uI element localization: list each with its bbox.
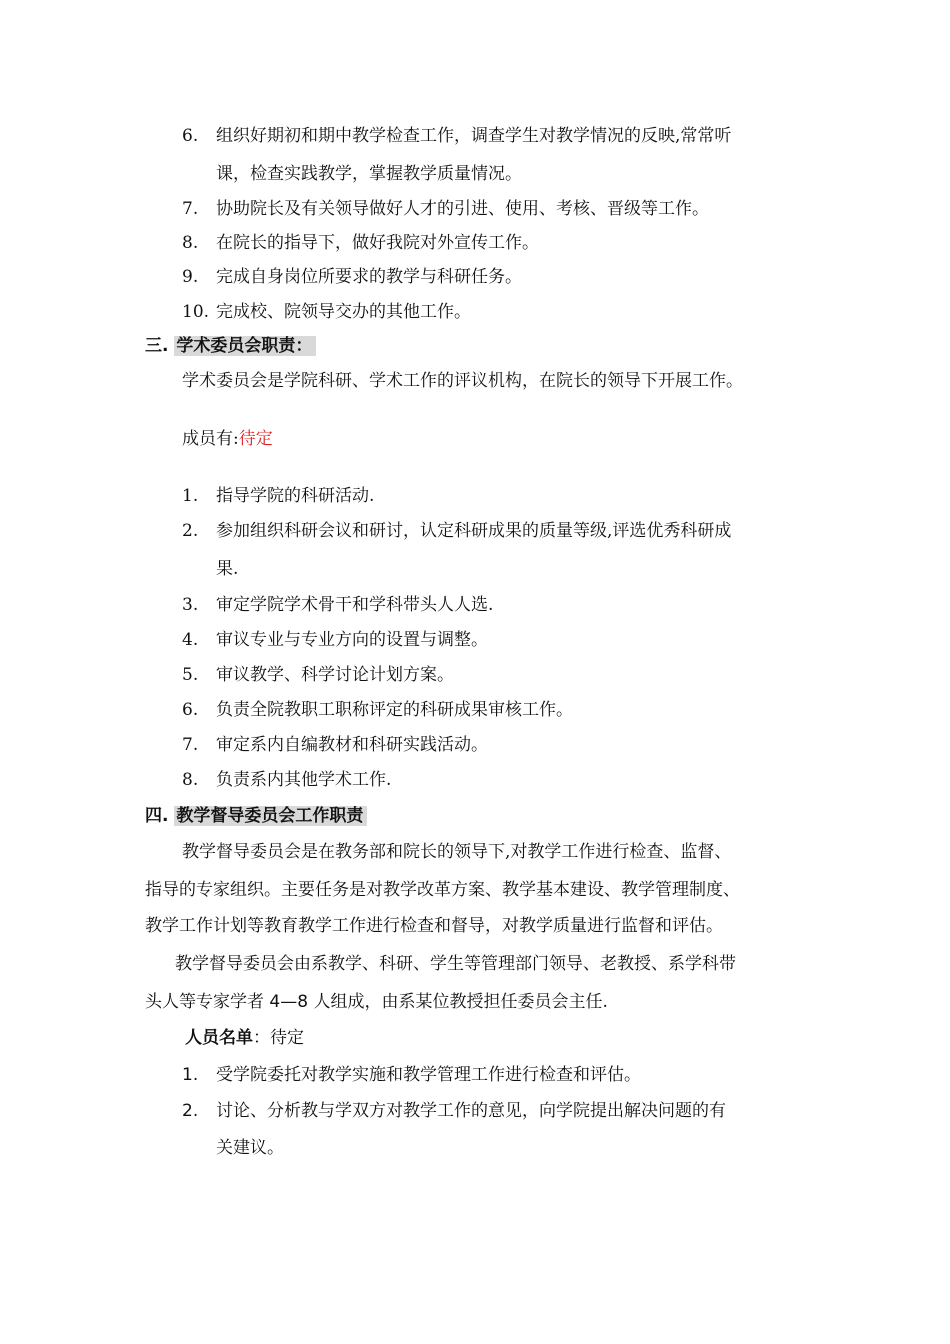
paragraph-line: 教学督导委员会由系教学、科研、学生等管理部门领导、老教授、系学科带	[175, 954, 736, 974]
list-text: 参加组织科研会议和研讨，认定科研成果的质量等级,评选优秀科研成	[216, 521, 732, 541]
members-line	[182, 427, 273, 451]
list-number: 6.	[182, 700, 199, 720]
section-title: 教学督导委员会工作职责	[174, 806, 367, 826]
list-text: 讨论、分析教与学双方对教学工作的意见，向学院提出解决问题的有	[216, 1101, 726, 1121]
list-text: 组织好期初和期中教学检查工作，调查学生对教学情况的反映,常常听	[216, 126, 732, 146]
list-item	[182, 231, 539, 255]
list-item	[182, 1099, 726, 1123]
list-item-continuation: 关建议。	[216, 1138, 284, 1158]
list-number: 2.	[182, 521, 199, 541]
list-text: 在院长的指导下，做好我院对外宣传工作。	[216, 233, 539, 253]
list-text: 协助院长及有关领导做好人才的引进、使用、考核、晋级等工作。	[216, 199, 709, 219]
list-item	[182, 628, 488, 652]
paragraph-line	[145, 990, 608, 1014]
section-number: 四.	[145, 806, 169, 826]
list-number: 6.	[182, 126, 199, 146]
list-item	[182, 698, 573, 722]
paragraph-line: 教学工作计划等教育教学工作进行检查和督导，对教学质量进行监督和评估。	[145, 916, 723, 936]
paragraph-text: 头人等专家学者	[145, 992, 264, 1012]
list-number: 8.	[182, 770, 199, 790]
section-heading	[145, 334, 316, 358]
list-item	[182, 663, 454, 687]
list-number: 2.	[182, 1101, 199, 1121]
list-text: 审议教学、科学讨论计划方案。	[216, 665, 454, 685]
list-text: 指导学院的科研活动.	[216, 486, 375, 506]
paragraph-line: 指导的专家组织。主要任务是对教学改革方案、教学基本建设、教学管理制度、	[145, 880, 740, 900]
list-text: 审议专业与专业方向的设置与调整。	[216, 630, 488, 650]
list-number: 9.	[182, 267, 199, 287]
members-label: 成员有:	[182, 429, 239, 449]
list-number: 8.	[182, 233, 199, 253]
list-item	[182, 768, 391, 792]
members-value: ：待定	[253, 1028, 304, 1048]
section-intro: 学术委员会是学院科研、学术工作的评议机构，在院长的领导下开展工作。	[182, 371, 743, 391]
paragraph-text: 人组成，由系某位教授担任委员会主任.	[313, 992, 608, 1012]
list-text: 完成校、院领导交办的其他工作。	[216, 302, 471, 322]
list-number: 10.	[182, 302, 210, 322]
section-heading	[145, 804, 367, 828]
list-item-continuation: 果.	[216, 559, 239, 579]
list-text: 完成自身岗位所要求的教学与科研任务。	[216, 267, 522, 287]
list-item	[182, 593, 493, 617]
list-text: 审定学院学术骨干和学科带头人人选.	[216, 595, 494, 615]
paragraph-line: 教学督导委员会是在教务部和院长的领导下,对教学工作进行检查、监督、	[182, 842, 732, 862]
members-line	[185, 1026, 304, 1050]
list-item	[182, 197, 709, 221]
list-item	[182, 1063, 641, 1087]
member-count: 4—8	[269, 992, 309, 1012]
list-item	[182, 265, 522, 289]
list-text: 负责全院教职工职称评定的科研成果审核工作。	[216, 700, 573, 720]
members-label: 人员名单	[185, 1028, 253, 1048]
list-text: 审定系内自编教材和科研实践活动。	[216, 735, 488, 755]
section-number: 三.	[145, 336, 169, 356]
list-item-continuation: 课，检查实践教学，掌握教学质量情况。	[216, 164, 522, 184]
list-item	[182, 124, 731, 148]
list-item	[182, 733, 488, 757]
list-item	[182, 484, 374, 508]
list-number: 3.	[182, 595, 199, 615]
list-number: 1.	[182, 486, 199, 506]
list-number: 1.	[182, 1065, 199, 1085]
list-number: 7.	[182, 199, 199, 219]
section-title: 学术委员会职责：	[174, 336, 316, 356]
list-item	[182, 519, 731, 543]
list-number: 4.	[182, 630, 199, 650]
list-item	[182, 300, 471, 324]
list-number: 7.	[182, 735, 199, 755]
list-number: 5.	[182, 665, 199, 685]
members-value: 待定	[238, 429, 273, 449]
list-text: 受学院委托对教学实施和教学管理工作进行检查和评估。	[216, 1065, 641, 1085]
list-text: 负责系内其他学术工作.	[216, 770, 392, 790]
